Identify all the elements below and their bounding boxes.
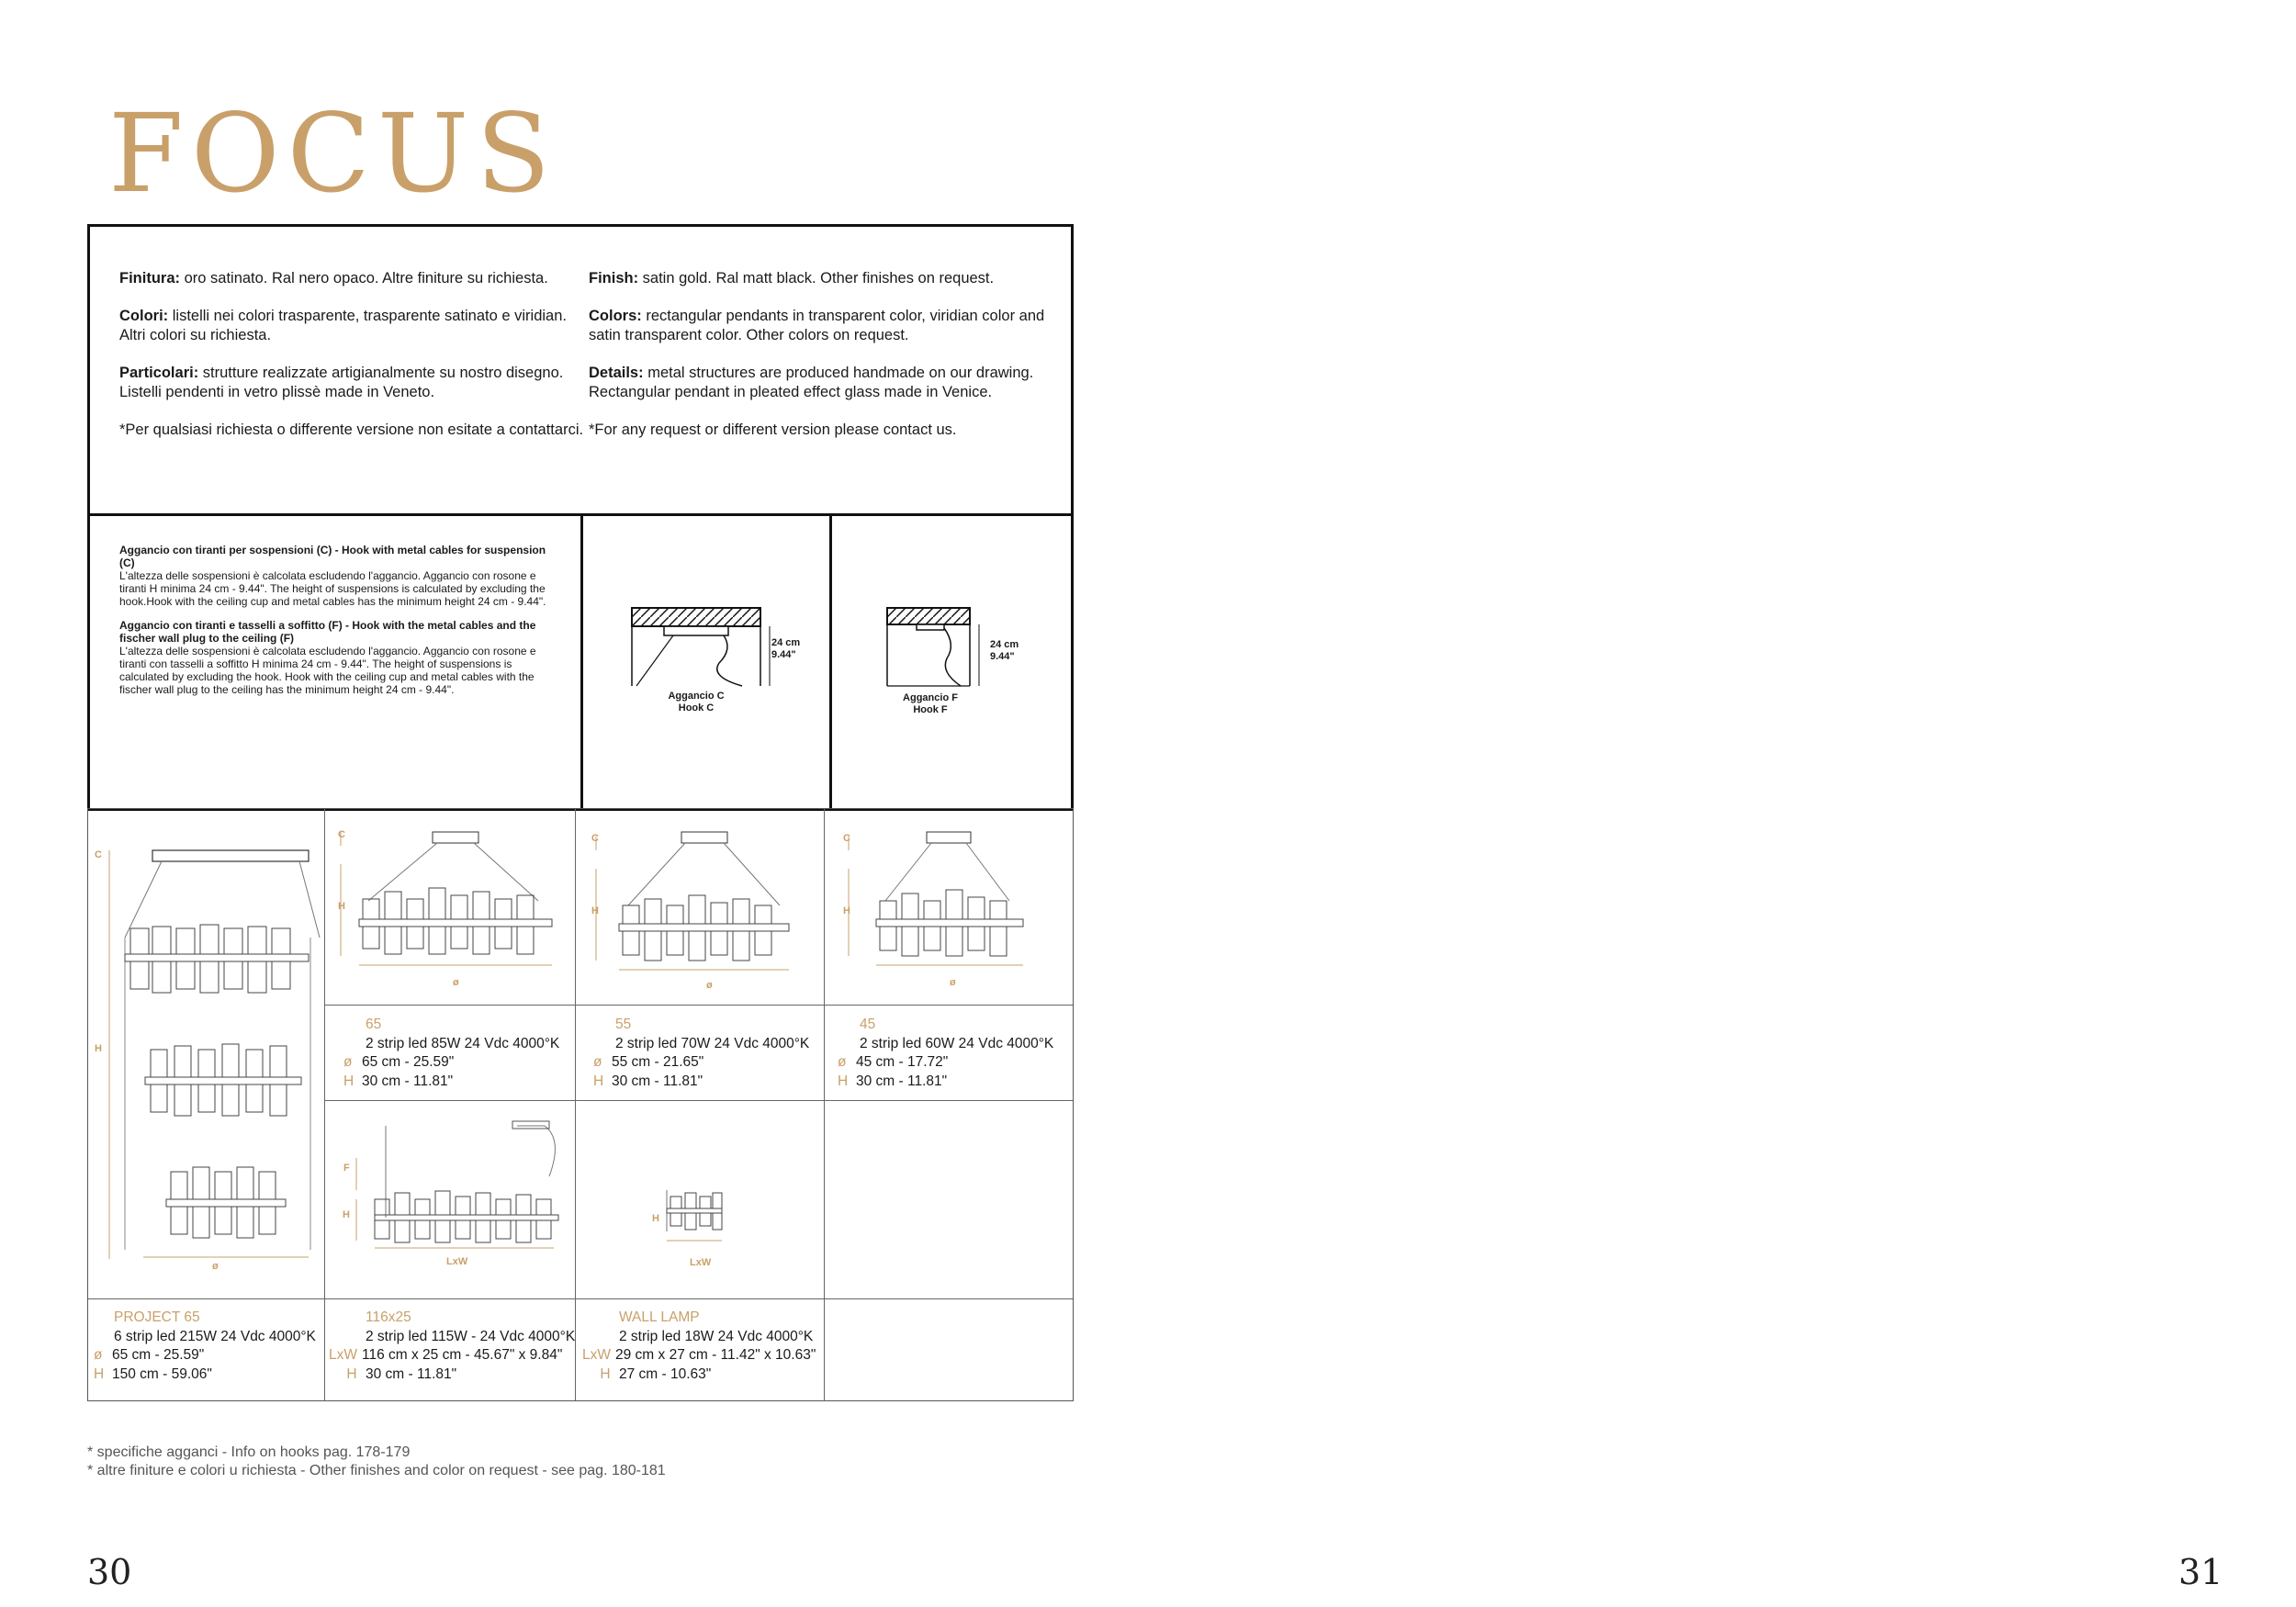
lxw-value: 116 cm x 25 cm - 45.67" x 9.84"	[362, 1347, 563, 1363]
dim-h-label: H	[95, 1043, 102, 1054]
dim-diameter-label: ø	[212, 1261, 219, 1272]
dim-c-label: C	[338, 829, 345, 840]
height-icon: H	[593, 1073, 604, 1089]
diameter-icon: ø	[593, 1054, 602, 1070]
dim-c-label: C	[95, 849, 102, 860]
hook-f-label: Aggancio F Hook F	[903, 692, 958, 715]
footnotes	[87, 1444, 666, 1480]
height-icon: H	[343, 1073, 355, 1089]
diameter-value: 55 cm - 21.65"	[612, 1054, 704, 1070]
finitura-paragraph: Finitura: oro satinato. Ral nero opaco. Altre finiture su richiesta.	[119, 270, 548, 287]
spec-45	[838, 1016, 1054, 1091]
height-value: 30 cm - 11.81"	[612, 1073, 703, 1089]
hooks-box	[87, 513, 1074, 811]
dim-h-label: H	[591, 905, 599, 916]
diameter-icon: ø	[343, 1054, 353, 1070]
dim-diameter-label: ø	[453, 977, 459, 988]
hook-c-description: Aggancio con tiranti per sospensioni (C) - Hook with metal cables for suspension (C) L'altezza delle sospensioni è calcolata escludendo l'aggancio. Aggancio con rosone e tiranti H minima 24 cm - 9.44". The height of suspensions is calculated by excluding the hook.Hook with the ceiling cup and metal cables has the minimum height 24 cm - 9.44".	[119, 544, 546, 608]
hook-f-dimension: 24 cm 9.44"	[990, 639, 1019, 662]
dim-lxw-label: LxW	[446, 1256, 468, 1267]
diameter-value: 45 cm - 17.72"	[856, 1054, 949, 1070]
dim-h-label: H	[843, 905, 850, 916]
spec-55	[593, 1016, 810, 1091]
height-value: 150 cm - 59.06"	[112, 1365, 212, 1382]
height-value: 30 cm - 11.81"	[366, 1365, 457, 1382]
divider	[580, 516, 583, 808]
product-name: 45	[860, 1017, 876, 1032]
lxw-icon: LxW	[329, 1347, 357, 1363]
dim-f-label: F	[343, 1163, 350, 1174]
lxw-icon: LxW	[582, 1347, 611, 1363]
model-65-drawing	[332, 827, 570, 993]
finish-paragraph: Finish: satin gold. Ral matt black. Other finishes on request.	[589, 270, 995, 287]
height-icon: H	[346, 1365, 357, 1382]
description-english	[589, 269, 1057, 458]
height-value: 30 cm - 11.81"	[856, 1073, 948, 1089]
led-spec: 6 strip led 215W 24 Vdc 4000°K	[114, 1328, 316, 1344]
contact-note-it: *Per qualsiasi richiesta o differente versione non esitate a contattarci.	[119, 421, 584, 438]
spec-project-65	[94, 1309, 316, 1384]
diameter-icon: ø	[94, 1347, 103, 1363]
particolari-paragraph: Particolari: strutture realizzate artigianalmente su nostro disegno. Listelli pendenti in vetro plissè made in Veneto.	[119, 365, 564, 400]
spec-wall-lamp	[582, 1309, 816, 1384]
dim-c-label: C	[843, 833, 850, 844]
hook-f-description: Aggancio con tiranti e tasselli a soffitto (F) - Hook with the metal cables and the fischer wall plug to the ceiling (F) L'altezza delle sospensioni è calcolata escludendo l'aggancio. Aggancio con rosone e tiranti con tasselli a soffitto H minima 24 cm - 9.44". The height of suspensions is calculated by excluding the hook. Hook with the ceiling cup and metal cables with the fischer wall plug to the ceiling has the minimum height 24 cm - 9.44".	[119, 619, 536, 696]
footnote-finishes: * altre finiture e colori u richiesta - Other finishes and color on request - see pag. 180-181	[87, 1463, 666, 1478]
height-icon: H	[600, 1365, 611, 1382]
description-italian	[119, 269, 588, 458]
details-paragraph: Details: metal structures are produced handmade on our drawing. Rectangular pendant in pleated effect glass made in Venice.	[589, 365, 1034, 400]
led-spec: 2 strip led 115W - 24 Vdc 4000°K	[366, 1328, 576, 1344]
dim-lxw-label: LxW	[690, 1257, 712, 1268]
page-title: FOCUS	[108, 90, 558, 217]
spec-65	[343, 1016, 560, 1091]
led-spec: 2 strip led 85W 24 Vdc 4000°K	[366, 1035, 560, 1051]
hook-c-dimension: 24 cm 9.44"	[771, 637, 801, 660]
diameter-value: 65 cm - 25.59"	[112, 1347, 205, 1363]
model-116x25-drawing	[329, 1112, 568, 1296]
contact-note-en: *For any request or different version please contact us.	[589, 421, 957, 438]
dim-h-label: H	[652, 1213, 659, 1224]
product-grid	[87, 808, 1074, 1401]
led-spec: 2 strip led 18W 24 Vdc 4000°K	[619, 1328, 814, 1344]
model-45-drawing	[830, 827, 1069, 993]
product-name: 65	[366, 1017, 382, 1032]
product-name: PROJECT 65	[114, 1309, 200, 1325]
colors-paragraph: Colors: rectangular pendants in transparent color, viridian color and satin transparent color. Other colors on request.	[589, 308, 1045, 343]
hooks-description	[119, 544, 560, 707]
hook-c-label: Aggancio C Hook C	[668, 691, 725, 714]
diameter-icon: ø	[838, 1054, 847, 1070]
diameter-value: 65 cm - 25.59"	[362, 1054, 455, 1070]
led-spec: 2 strip led 70W 24 Vdc 4000°K	[615, 1035, 810, 1051]
height-icon: H	[838, 1073, 849, 1089]
height-value: 27 cm - 10.63"	[619, 1365, 712, 1382]
project-65-drawing	[97, 837, 318, 1296]
dim-diameter-label: ø	[950, 977, 956, 988]
product-name: 55	[615, 1017, 632, 1032]
page-number-left: 30	[87, 1552, 132, 1592]
height-icon: H	[94, 1365, 105, 1382]
model-55-drawing	[582, 827, 821, 993]
divider	[829, 516, 832, 808]
lxw-value: 29 cm x 27 cm - 11.42" x 10.63"	[615, 1347, 816, 1363]
dim-h-label: H	[338, 901, 345, 912]
finish-description-box	[87, 224, 1074, 516]
colori-paragraph: Colori: listelli nei colori trasparente, trasparente satinato e viridian. Altri colori su richiesta.	[119, 308, 567, 343]
dim-h-label: H	[343, 1209, 350, 1220]
dim-c-label: C	[591, 833, 599, 844]
height-value: 30 cm - 11.81"	[362, 1073, 454, 1089]
product-name: 116x25	[366, 1309, 411, 1325]
spec-116x25	[329, 1309, 576, 1384]
footnote-hooks: * specifiche agganci - Info on hooks pag. 178-179	[87, 1444, 411, 1460]
page-number-right: 31	[2178, 1552, 2223, 1592]
product-name: WALL LAMP	[619, 1309, 700, 1325]
led-spec: 2 strip led 60W 24 Vdc 4000°K	[860, 1035, 1054, 1051]
wall-lamp-drawing	[658, 1176, 768, 1268]
dim-diameter-label: ø	[706, 980, 713, 991]
